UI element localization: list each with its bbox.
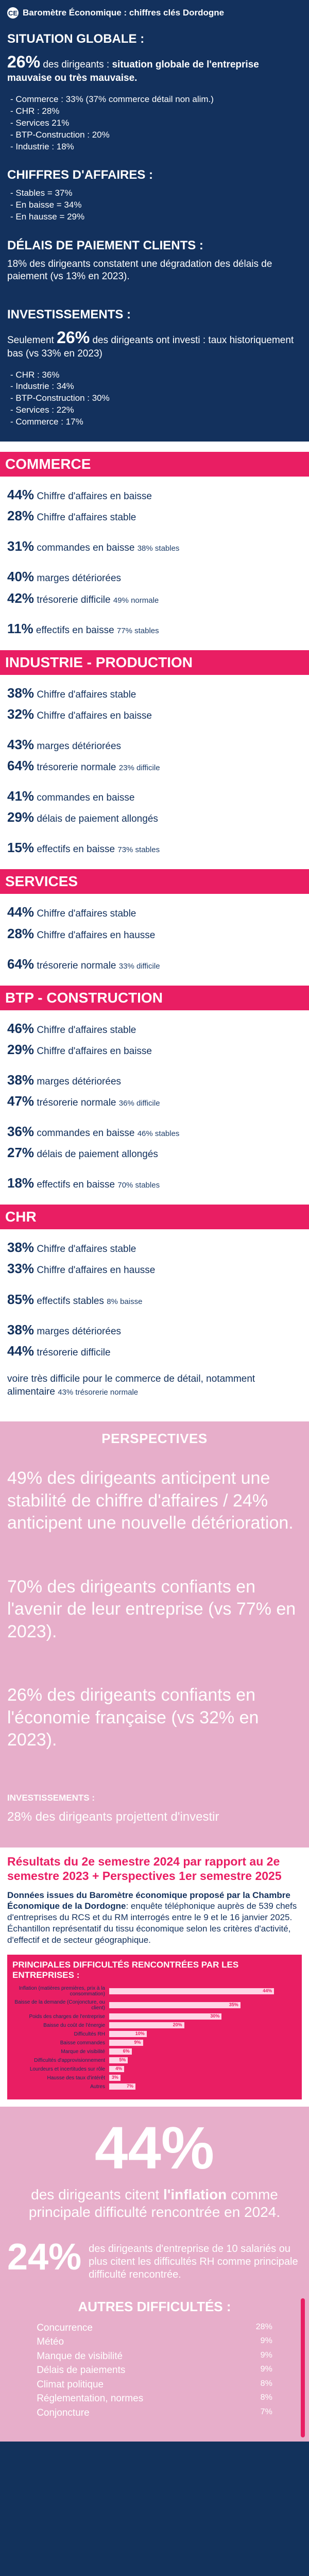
payments-section	[7, 239, 302, 283]
global-list-item: - Services 21%	[10, 117, 302, 129]
difficulty-item: Météo 9%	[37, 2336, 272, 2348]
chart-bar-value: 30%	[210, 2013, 220, 2019]
chart-bar	[109, 2040, 143, 2046]
perspective-stat: 26% des dirigeants confiants en l'économie française (vs 32% en 2023).	[7, 1685, 259, 1750]
commerce-band: COMMERCE	[0, 452, 309, 477]
chart-bar-row	[12, 2057, 297, 2063]
chart-bar-value: 3%	[111, 2075, 118, 2080]
chart-bar-value: 7%	[126, 2083, 133, 2089]
results-panel	[0, 1848, 309, 2107]
difficulty-item: Réglementation, normes 8%	[37, 2393, 272, 2404]
difficulties-chart	[7, 1955, 302, 2099]
revenue-item: - En baisse = 34%	[10, 199, 302, 211]
chart-bar-value: 35%	[229, 2002, 238, 2008]
perspective-stat: 49% des dirigeants anticipent une stabilité de chiffre d'affaires / 24% anticipent une nouvelle détérioration.	[7, 1468, 294, 1533]
investment-item: - Services : 22%	[10, 404, 302, 416]
investment-item: - Commerce : 17%	[10, 416, 302, 428]
results-title: Résultats du 2e semestre 2024 par rapport au 2e semestre 2023 + Perspectives 1er semestre 2025	[7, 1855, 282, 1883]
chart-bar-row	[12, 2022, 297, 2028]
chamber-logo: CE	[7, 7, 19, 19]
btp-section: BTP - CONSTRUCTION 46% Chiffre d'affaires stable 29% Chiffre d'affaires en baisse 38% marges détériorées 47% trésorerie normale 36% difficile 36% commandes en baisse 46% stables 27% délais de paiement allongés 18% effectifs en baisse 70% stables	[7, 986, 302, 1193]
investment-list	[10, 369, 302, 429]
services-section: SERVICES 44% Chiffre d'affaires stable 28% Chiffre d'affaires en hausse 64% trésorerie normale 33% difficile	[7, 869, 302, 973]
top-panel	[0, 0, 309, 442]
global-title: SITUATION GLOBALE :	[7, 32, 145, 46]
hero-stat: 44%	[94, 2114, 215, 2182]
services-band: SERVICES	[0, 869, 309, 894]
perspective-stat: 70% des dirigeants confiants en l'avenir de leur entreprise (vs 77% en 2023).	[7, 1577, 296, 1641]
chart-bar-value: 44%	[263, 1988, 272, 1994]
difficulty-item: Concurrence 28%	[37, 2322, 272, 2333]
rh-stat: 24%	[7, 2236, 82, 2278]
chart-bar-value: 20%	[173, 2022, 182, 2028]
rh-callout	[7, 2236, 302, 2281]
chart-bar-row	[12, 2075, 297, 2081]
chart-bar-label: Lourdeurs et incertitudes sur rôle	[29, 2066, 105, 2072]
chart-bar-row	[12, 1999, 297, 2011]
chart-bar-value: 10%	[135, 2031, 145, 2037]
page-title: Baromètre Économique : chiffres clés Dordogne	[23, 8, 225, 18]
investment-item: - Industrie : 34%	[10, 381, 302, 393]
chart-bar-row	[12, 2013, 297, 2020]
commerce-section: COMMERCE 44% Chiffre d'affaires en baisse 28% Chiffre d'affaires stable 31% commandes en baisse 38% stables 40% marges détériorées 42% trésorerie difficile 49% normale 11% effectifs en baisse 77% stables	[7, 452, 302, 638]
chart-bar-label: Inflation (matières premières, prix à la consommation)	[19, 1986, 105, 1997]
perspectives-investment-text: 28% des dirigeants projettent d'investir	[7, 1809, 219, 1824]
chart-bar	[109, 2066, 124, 2072]
global-list	[10, 94, 302, 153]
chart-bar-label: Baisse du coût de l'énergie	[43, 2022, 105, 2028]
revenue-section	[7, 168, 302, 223]
chart-bar-value: 5%	[119, 2057, 126, 2063]
perspectives-investment-title: INVESTISSEMENTS :	[7, 1792, 95, 1803]
difficulty-item: Conjoncture 7%	[37, 2407, 272, 2418]
investment-item: - BTP-Construction : 30%	[10, 393, 302, 404]
global-lead: 26% des dirigeants : situation globale de l'entreprise mauvaise ou très mauvaise.	[7, 53, 259, 83]
chart-bar-value: 9%	[134, 2040, 141, 2045]
chr-section: CHR 38% Chiffre d'affaires stable 33% Chiffre d'affaires en hausse 85% effectifs stables 8% baisse 38% marges détériorées 44% trésorerie difficile voire très difficile pour le commerce de détail, notamment alimentaire 43% trésorerie normale	[7, 1205, 302, 1399]
chart-bar-label: Difficultés d'approvisionnement	[34, 2057, 105, 2063]
payments-lead: 18% des dirigeants constatent une dégradation des délais de paiement (vs 13% en 2023).	[7, 259, 272, 282]
chart-bar-label: Poids des charges de l'entreprise	[29, 2013, 105, 2020]
industry-band: INDUSTRIE - PRODUCTION	[0, 650, 309, 675]
chart-bar	[109, 1988, 274, 1994]
chart-bar	[109, 2013, 221, 2020]
chart-bar-value: 4%	[115, 2066, 123, 2072]
chart-bar-row	[12, 2066, 297, 2072]
chart-bar-row	[12, 1986, 297, 1997]
chart-bar-row	[12, 2040, 297, 2046]
chart-bar	[109, 2083, 135, 2090]
perspectives-title: PERSPECTIVES	[101, 1431, 208, 1447]
perspectives-panel	[0, 1421, 309, 1848]
rh-text: des dirigeants d'entreprise de 10 salariés ou plus citent les difficultés RH comme principale difficulté rencontrée.	[89, 2243, 298, 2280]
chart-bar-label: Marque de visibilité	[61, 2048, 105, 2055]
chart-title: PRINCIPALES DIFFICULTÉS RENCONTRÉES PAR LES ENTREPRISES :	[12, 1960, 239, 1980]
difficulty-item: Climat politique 8%	[37, 2379, 272, 2390]
investment-lead: Seulement 26% des dirigeants ont investi : taux historiquement bas (vs 33% en 2023)	[7, 328, 294, 359]
chart-bar	[109, 2022, 184, 2028]
global-list-item: - Industrie : 18%	[10, 141, 302, 153]
chart-rows	[12, 1986, 297, 2090]
chart-bar-row	[12, 2048, 297, 2055]
chart-bar	[109, 2002, 241, 2008]
chart-bar-label: Hausse des taux d'intérêt	[47, 2075, 105, 2081]
investment-title: INVESTISSEMENTS :	[7, 307, 131, 321]
investment-section	[7, 308, 302, 428]
chart-bar	[109, 2057, 128, 2063]
chart-bar	[109, 2048, 132, 2055]
chart-bar-label: Baisse de la demande (Conjoncture, ou client)	[14, 1999, 105, 2011]
results-note: Données issues du Baromètre économique proposé par la Chambre Économique de la Dordogne: enquête téléphonique auprès de 539 chefs d'entreprises du RCS et du RM interrogés entre le 9 et le 16 janvier 2025. Échantillon représentatif du tissu économique selon les critères d'activité, d'effectif et de secteur géographique.	[7, 1890, 297, 1945]
revenue-list	[10, 188, 302, 223]
revenue-title: CHIFFRES D'AFFAIRES :	[7, 168, 153, 182]
revenue-item: - Stables = 37%	[10, 188, 302, 199]
sector-panel	[0, 442, 309, 1421]
btp-band: BTP - CONSTRUCTION	[0, 986, 309, 1010]
chart-bar-row	[12, 2031, 297, 2037]
chart-bar-value: 6%	[123, 2048, 130, 2054]
global-list-item: - Commerce : 33% (37% commerce détail non alim.)	[10, 94, 302, 106]
industry-section: INDUSTRIE - PRODUCTION 38% Chiffre d'affaires stable 32% Chiffre d'affaires en baisse 43% marges détériorées 64% trésorerie normale 23% difficile 41% commandes en baisse 29% délais de paiement allongés 15% effectifs en baisse 73% stables	[7, 650, 302, 857]
chart-bar-label: Difficultés RH	[74, 2031, 105, 2037]
chart-bar	[109, 2075, 121, 2081]
header-bar	[7, 7, 302, 19]
other-difficulties-list	[37, 2321, 272, 2420]
revenue-item: - En hausse = 29%	[10, 211, 302, 223]
difficulty-item: Délais de paiements 9%	[37, 2365, 272, 2376]
chart-bar-label: Baisse commandes	[60, 2040, 105, 2046]
bottom-panel	[0, 2107, 309, 2442]
chart-bar-row	[12, 2083, 297, 2090]
difficulty-item: Manque de visibilité 9%	[37, 2350, 272, 2362]
global-section	[7, 32, 302, 152]
payments-title: DÉLAIS DE PAIEMENT CLIENTS :	[7, 239, 203, 253]
global-list-item: - CHR : 28%	[10, 106, 302, 117]
chart-bar-label: Autres	[90, 2083, 105, 2090]
other-difficulties-title: AUTRES DIFFICULTÉS :	[78, 2298, 231, 2314]
chart-bar	[109, 2031, 147, 2037]
investment-item: - CHR : 36%	[10, 369, 302, 381]
chr-band: CHR	[0, 1205, 309, 1229]
accent-bar	[301, 2298, 305, 2437]
hero-caption: des dirigeants citent l'inflation comme principale difficulté rencontrée en 2024.	[28, 2187, 281, 2220]
global-list-item: - BTP-Construction : 20%	[10, 129, 302, 141]
